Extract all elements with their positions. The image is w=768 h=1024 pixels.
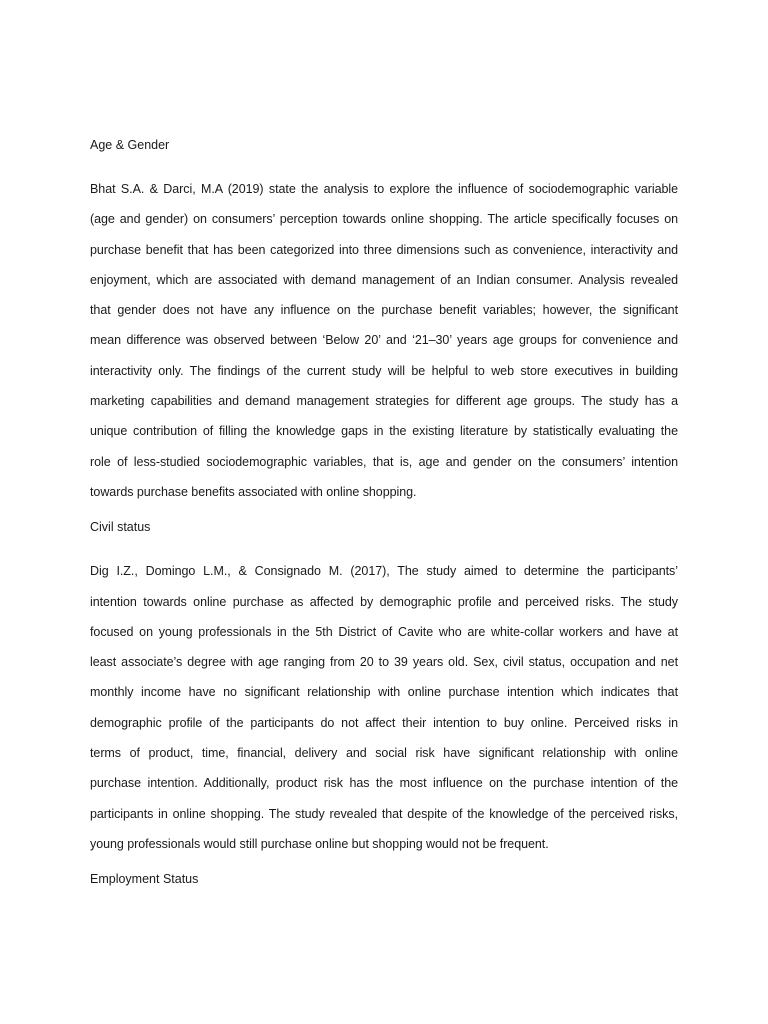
paragraph-line: unique contribution of filling the knowledge gaps in the existing literature by statistically evaluating the (90, 424, 678, 439)
paragraph-line: intention towards online purchase as affected by demographic profile and perceived risks. The study (90, 594, 678, 609)
paragraph-line: Dig I.Z., Domingo L.M., & Consignado M. (2017), The study aimed to determine the participants’ (90, 564, 678, 579)
paragraph-line: mean difference was observed between ‘Below 20’ and ‘21–30’ years age groups for convenience and (90, 333, 678, 348)
section-heading: Employment Status (90, 872, 199, 887)
section-employment-status (90, 868, 678, 890)
section-paragraph (90, 556, 678, 859)
paragraph-line: demographic profile of the participants do not affect their intention to buy online. Perceived risks in (90, 715, 678, 730)
section-paragraph (90, 174, 678, 507)
paragraph-line: young professionals would still purchase online but shopping would not be frequent. (90, 836, 549, 851)
paragraph-line: least associate’s degree with age ranging from 20 to 39 years old. Sex, civil status, occupation and net (90, 655, 678, 670)
document-page (90, 134, 678, 908)
paragraph-line: participants in online shopping. The study revealed that despite of the knowledge of the perceived risks, (90, 806, 678, 821)
paragraph-line: role of less-studied sociodemographic variables, that is, age and gender on the consumers’ intention (90, 454, 678, 469)
section-age-gender (90, 134, 678, 507)
paragraph-line: (age and gender) on consumers’ perception towards online shopping. The article specifically focuses on (90, 212, 678, 227)
paragraph-line: terms of product, time, financial, delivery and social risk have significant relationship with online (90, 746, 678, 761)
paragraph-line: Bhat S.A. & Darci, M.A (2019) state the analysis to explore the influence of sociodemographic variable (90, 182, 678, 196)
paragraph-line: marketing capabilities and demand management strategies for different age groups. The study has a (90, 394, 678, 409)
paragraph-line: interactivity only. The findings of the current study will be helpful to web store executives in building (90, 363, 678, 378)
section-heading: Civil status (90, 520, 151, 535)
paragraph-line: enjoyment, which are associated with demand management of an Indian consumer. Analysis revealed (90, 272, 678, 287)
section-heading: Age & Gender (90, 138, 170, 152)
paragraph-line: focused on young professionals in the 5th District of Cavite who are white-collar workers and have at (90, 624, 678, 639)
paragraph-line: purchase benefit that has been categorized into three dimensions such as convenience, interactivity and (90, 242, 678, 257)
section-civil-status (90, 516, 678, 859)
paragraph-line: monthly income have no significant relationship with online purchase intention which indicates that (90, 685, 678, 700)
paragraph-line: that gender does not have any influence on the purchase benefit variables; however, the significant (90, 303, 678, 318)
paragraph-line: towards purchase benefits associated with online shopping. (90, 484, 417, 499)
paragraph-line: purchase intention. Additionally, product risk has the most influence on the purchase intention of the (90, 776, 678, 791)
